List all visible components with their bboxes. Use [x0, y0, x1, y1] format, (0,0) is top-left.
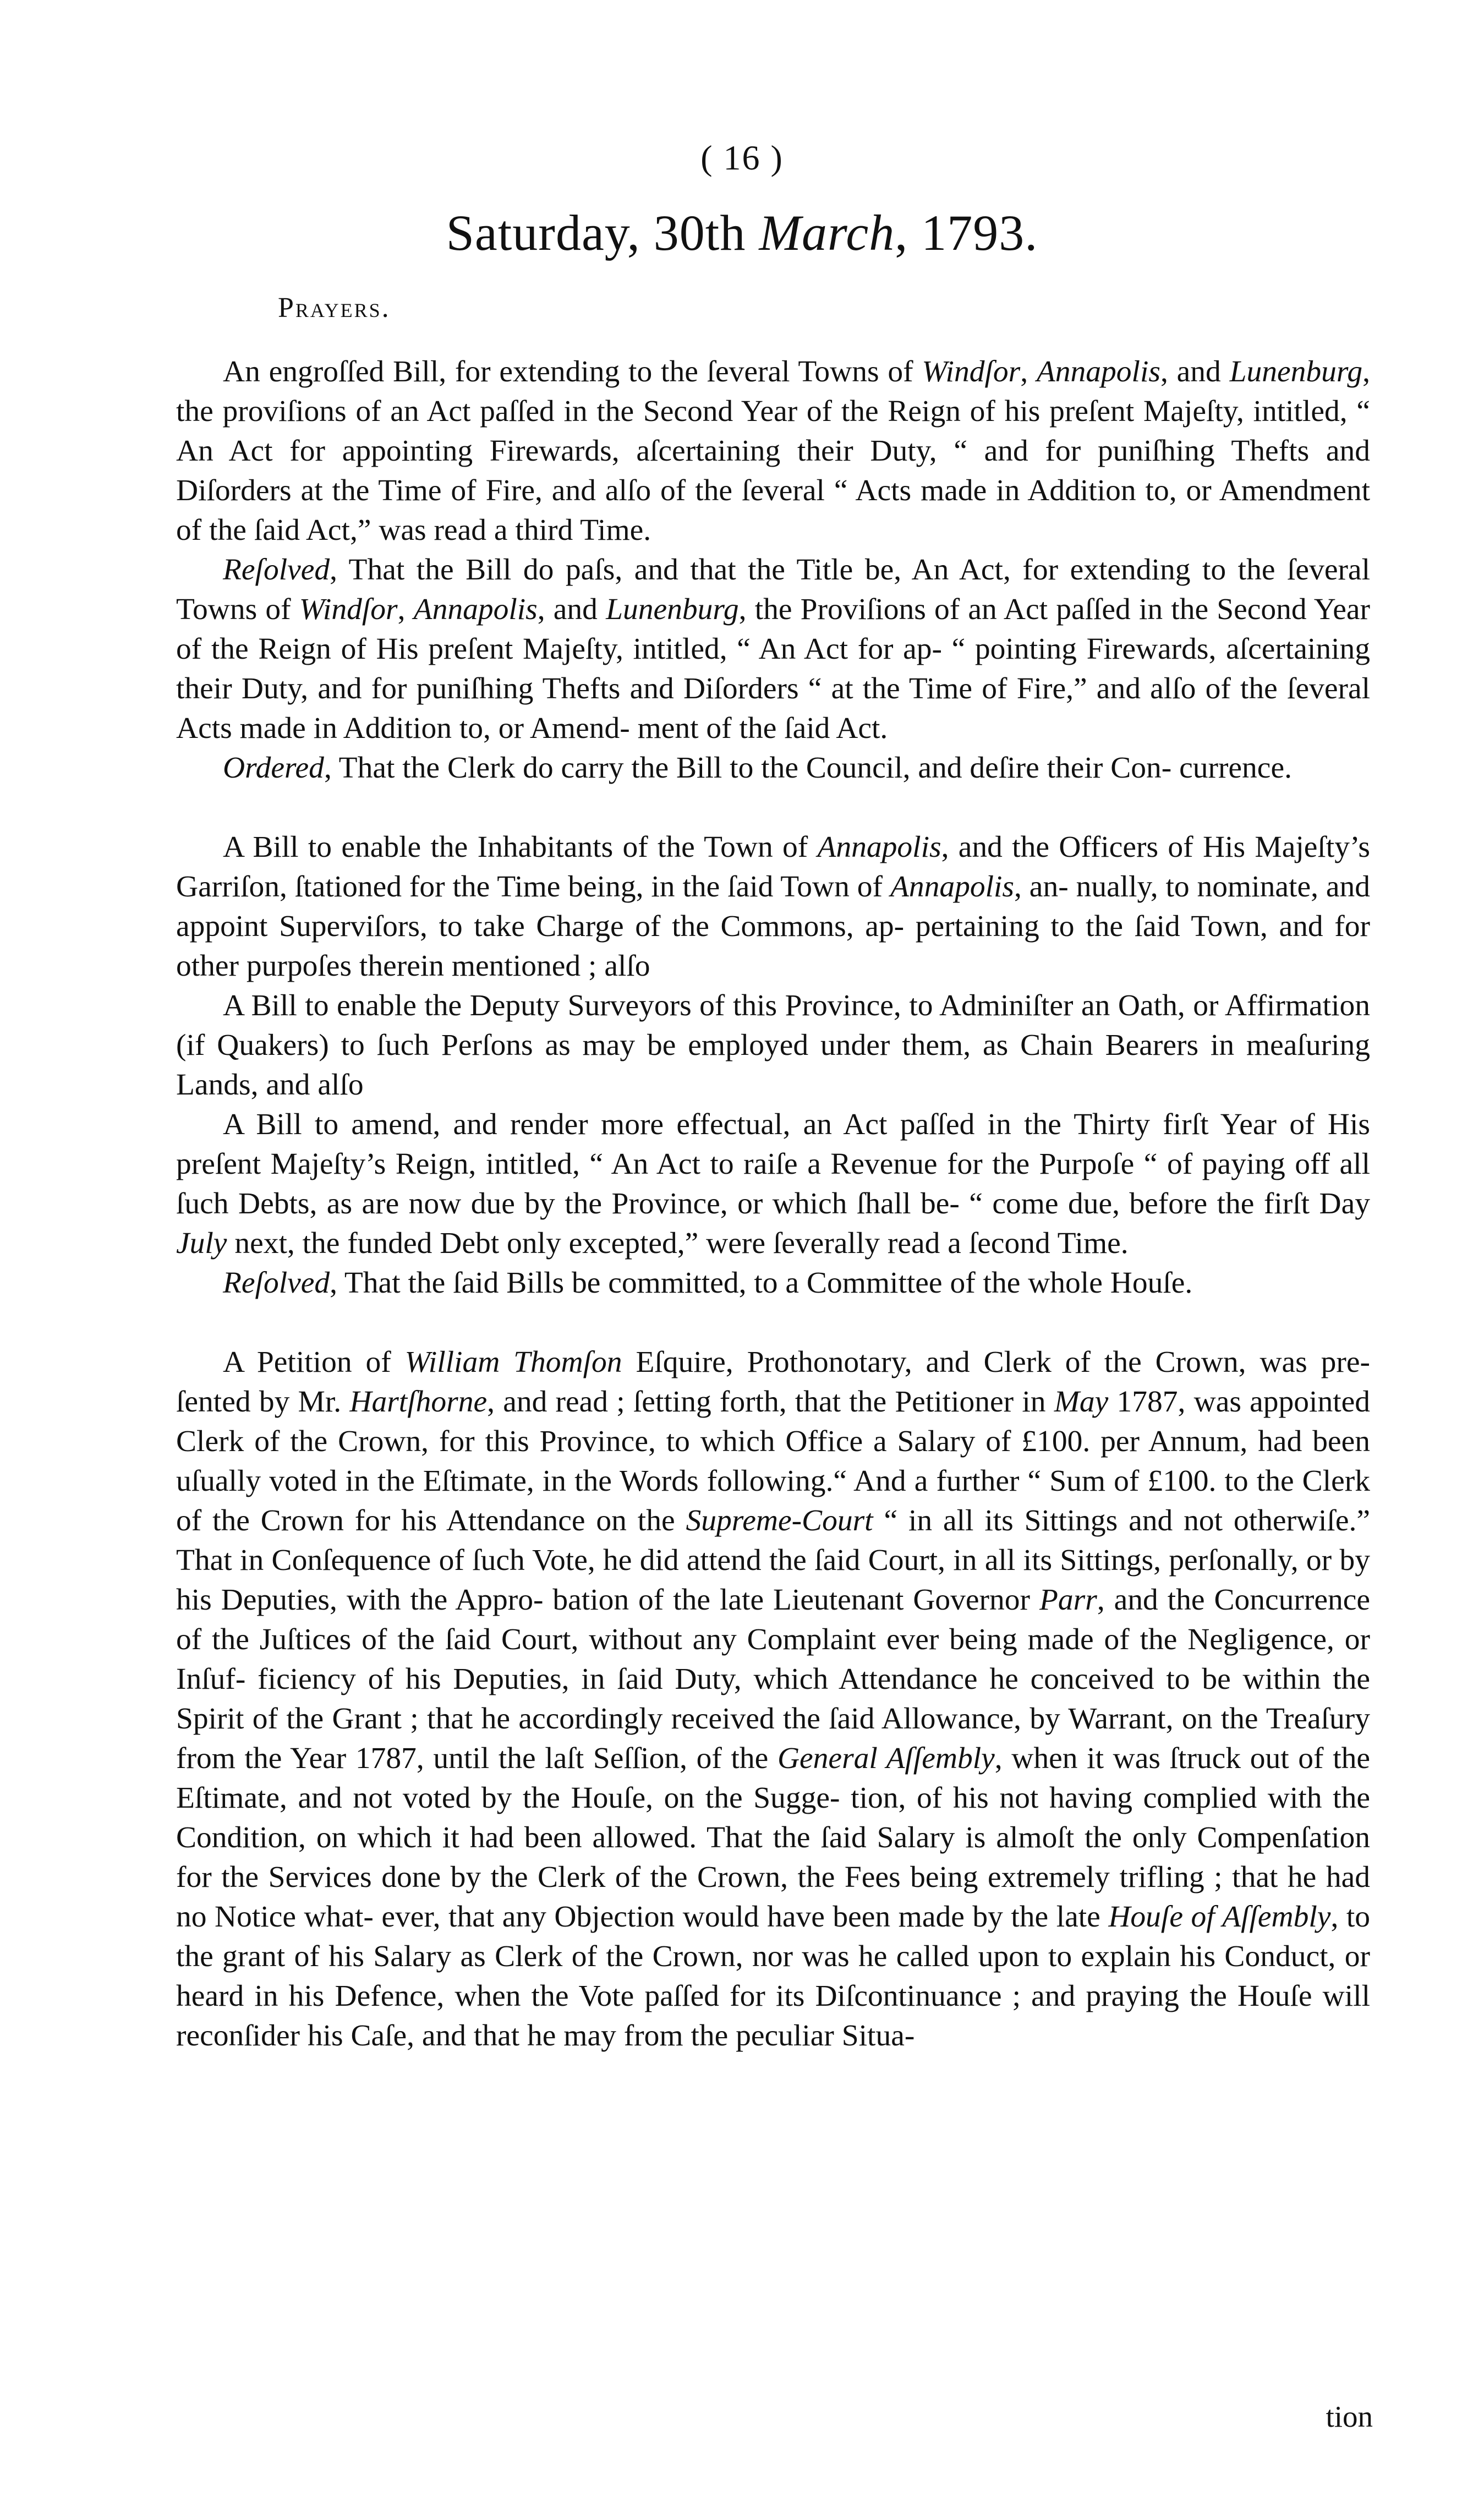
paragraph-thomson-petition — [176, 1343, 1370, 2056]
court-name: Supreme-Court — [686, 1504, 873, 1537]
body-text — [176, 352, 1370, 2056]
text-run: , and — [537, 593, 606, 626]
paragraph-annapolis-bill — [176, 828, 1370, 986]
text-run: , the proviſions of an Act paſſed in the Second Year of the Reign of his preſent Majeſty, intitled, “ An Act for appointing Firewards, aſcertaining their Duty, “ and for puniſhing Thefts and Diſorders at the Time of Fire, and alſo of the ſeveral “ Acts made in Addition to, or Amendment of the ſaid Act,” was read a third Time. — [176, 355, 1371, 547]
place-name: Windſor — [922, 355, 1021, 388]
month-name: July — [176, 1227, 227, 1260]
page-number: ( 16 ) — [700, 138, 784, 177]
place-name: Annapolis — [413, 593, 538, 626]
paragraph-surveyors-bill: A Bill to enable the Deputy Surveyors of this Province, to Adminiſter an Oath, or Affirmation (if Quakers) to ſuch Perſons as may be employed under them, as Chain Bearers in meaſuring Lands, and alſo — [176, 989, 1370, 1102]
text-run: Eſquire, Prothonotary, and Clerk of the Crown, was pre- ſented by Mr. — [176, 1345, 1370, 1419]
person-name: Hartſhorne — [349, 1385, 488, 1419]
place-name: Lunenburg — [1229, 355, 1363, 388]
text-run: , and read ; ſetting forth, that the Petitioner in — [487, 1385, 1054, 1419]
place-name: Annapolis — [817, 830, 941, 864]
ordered-label: Ordered — [223, 751, 324, 785]
text-run: , That the ſaid Bills be committed, to a Committee of the whole Houſe. — [330, 1266, 1193, 1300]
text-run: , an- nually, to nominate, and appoint Superviſors, to take Charge of the Commons, ap- pertaining to the ſaid Town, and for other purpoſes therein mentioned ; alſo — [176, 870, 1370, 983]
text-run: A Petition of — [223, 1345, 405, 1379]
text-run: 1787, was appointed Clerk of the Crown, for this Province, to which Office a Salary of £100. per Annum, had been uſually voted in the Eſtimate, in the Words following.“ And a further “ Sum of £100. to the Clerk of the Crown for his Attendance on the — [176, 1385, 1370, 1537]
assembly-name: Houſe of Aſſembly — [1108, 1900, 1331, 1934]
text-run: , and the Officers of His Majeſty’s Garriſon, ſtationed for the Time being, in the ſaid Town of — [176, 830, 1370, 904]
text-run: , — [397, 593, 414, 626]
person-name: Parr — [1039, 1583, 1097, 1617]
paragraph-engrossed-bill — [176, 352, 1370, 550]
text-run: next, the funded Debt only excepted,” were ſeverally read a ſecond Time. — [227, 1227, 1129, 1260]
date-month: March — [759, 205, 895, 261]
assembly-name: General Aſſembly — [777, 1742, 995, 1775]
text-run: , and the Concurrence of the Juſtices of the ſaid Court, without any Complaint ever being made of the Negligence, or Inſuf- ficiency of his Deputies, in ſaid Duty, which Attendance he conceived to be within the Spirit of the Grant ; that he accordingly received the ſaid Allowance, by Warrant, on the Treaſury from the Year 1787, until the laſt Seſſion, of the — [176, 1583, 1370, 1775]
resolved-label: Reſolved — [223, 553, 330, 587]
text-run: A Bill to enable the Inhabitants of the Town of — [223, 830, 818, 864]
date-heading — [0, 204, 1484, 262]
prayers-heading: Prayers. — [278, 292, 391, 324]
text-run: , when it was ſtruck out of the Eſtimate, and not voted by the Houſe, on the Sugge- tion, of his not having complied with the Condition, on which it had been allowed. That the ſaid Salary is almoſt the only Compenſation for the Services done by the Clerk of the Crown, the Fees being extremely trifling ; that he had no Notice what- ever, that any Objection would have been made by the late — [176, 1742, 1370, 1934]
person-name: William Thomſon — [404, 1345, 622, 1379]
paragraph-resolved-committed — [176, 1263, 1370, 1303]
place-name: Lunenburg — [606, 593, 739, 626]
text-run: , and — [1160, 355, 1230, 388]
place-name: Annapolis — [890, 870, 1015, 904]
catchword: tion — [1326, 2400, 1373, 2433]
text-run: A Bill to amend, and render more effectual, an Act paſſed in the Thirty firſt Year of His preſent Majeſty’s Reign, intitled, “ An Act to raiſe a Revenue for the Purpoſe “ of paying off all ſuch Debts, as are now due by the Province, or which ſhall be- “ come due, before the firſt Day — [176, 1108, 1370, 1221]
text-run: , to the grant of his Salary as Clerk of the Crown, nor was he called upon to explain his Conduct, or heard in his Defence, when the Vote paſſed for its Diſcontinuance ; and praying the Houſe will reconſider his Caſe, and that he may from the peculiar Situa- — [176, 1900, 1371, 2053]
month-name: May — [1054, 1385, 1109, 1419]
paragraph-revenue-bill — [176, 1105, 1370, 1263]
text-run: , That the Bill do paſs, and that the Title be, An Act, for extending to the ſeveral Towns of — [176, 553, 1370, 626]
text-run: “ in all its Sittings and not otherwiſe.” That in Conſequence of ſuch Vote, he did attend the ſaid Court, in all its Sittings, perſonally, or by his Deputies, with the Appro- bation of the late Lieutenant Governor — [176, 1504, 1370, 1617]
text-run: , That the Clerk do carry the Bill to the Council, and deſire their Con- currence. — [324, 751, 1292, 785]
place-name: Annapolis — [1036, 355, 1160, 388]
text-run: An engroſſed Bill, for extending to the ſeveral Towns of — [223, 355, 922, 388]
place-name: Windſor — [299, 593, 398, 626]
date-prefix: Saturday, 30th — [446, 205, 759, 261]
paragraph-ordered — [176, 748, 1370, 788]
resolved-label: Reſolved — [223, 1266, 330, 1300]
text-run: , the Proviſions of an Act paſſed in the Second Year of the Reign of His preſent Majeſty, intitled, “ An Act for ap- “ pointing Firewards, aſcertaining their Duty, and for puniſhing Thefts and Diſorders “ at the Time of Fire,” and alſo of the ſeveral Acts made in Addition to, or Amend- ment of the ſaid Act. — [176, 593, 1371, 745]
date-suffix: , 1793. — [895, 205, 1038, 261]
paragraph-resolved-title — [176, 550, 1370, 748]
text-run: , — [1020, 355, 1037, 388]
